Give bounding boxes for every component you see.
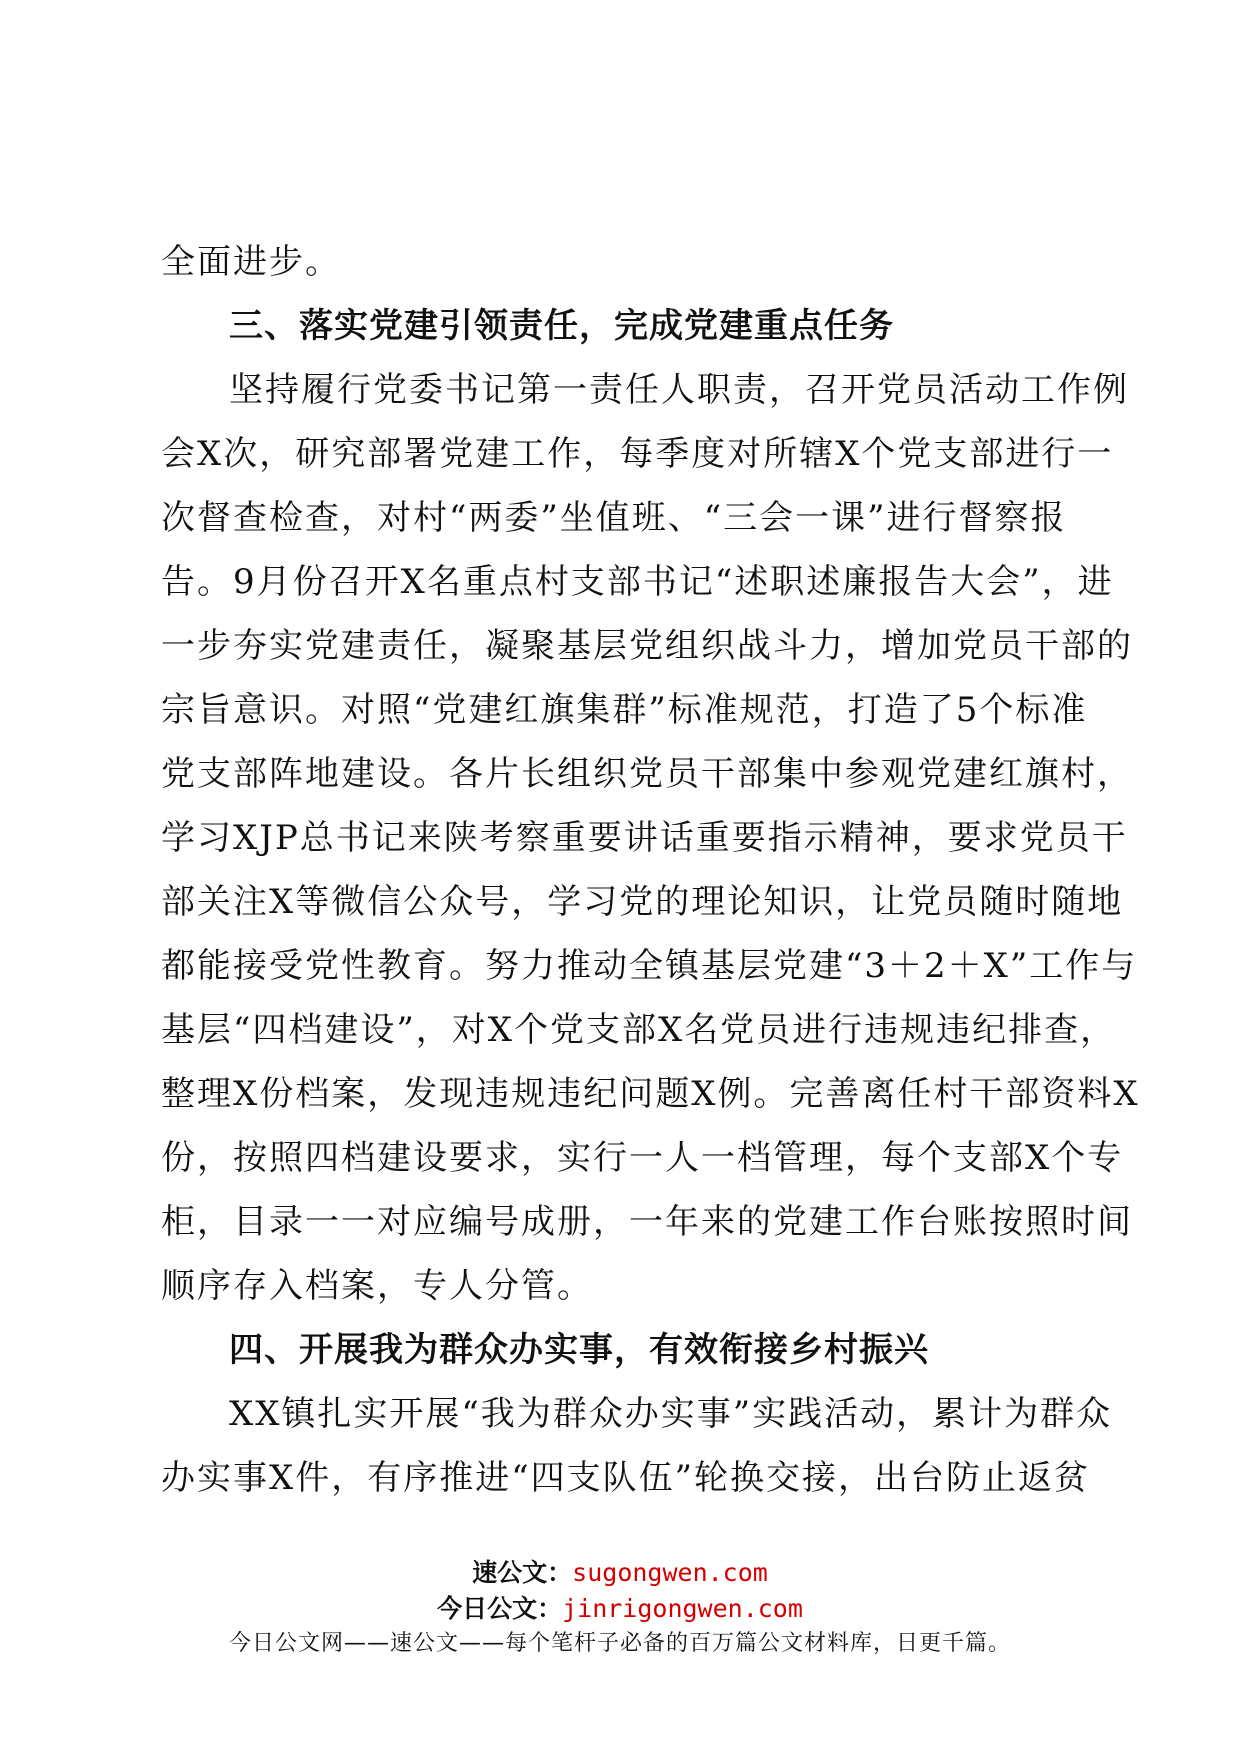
body-line: 柜，目录一一对应编号成册，一年来的党建工作台账按照时间 <box>161 1202 1133 1242</box>
body-line: 都能接受党性教育。努力推动全镇基层党建“3＋2＋X”工作与 <box>161 946 1138 986</box>
section-heading-3: 三、落实党建引领责任，完成党建重点任务 <box>229 306 894 346</box>
footer-link-1[interactable]: sugongwen.com <box>572 1558 768 1587</box>
body-line: 全面进步。 <box>161 242 341 282</box>
paragraph-start: XX镇扎实开展“我为群众办实事”实践活动，累计为群众 <box>229 1394 1113 1434</box>
body-line: 顺序存入档案，专人分管。 <box>161 1266 593 1306</box>
body-line: 次督查检查，对村“两委”坐值班、“三会一课”进行督察报 <box>161 498 1067 538</box>
body-line: 学习XJP总书记来陕考察重要讲话重要指示精神，要求党员干 <box>161 818 1128 858</box>
body-line: 部关注X等微信公众号，学习党的理论知识，让党员随时随地 <box>161 882 1124 922</box>
footer-line-2 <box>0 1589 1240 1625</box>
footer-line-1 <box>0 1553 1240 1589</box>
body-line: 会X次，研究部署党建工作，每季度对所辖X个党支部进行一 <box>161 434 1114 474</box>
body-line: 份，按照四档建设要求，实行一人一档管理，每个支部X个专 <box>161 1138 1124 1178</box>
footer-label-1: 速公文： <box>472 1558 573 1587</box>
body-line: 宗旨意识。对照“党建红旗集群”标准规范，打造了5个标准 <box>161 690 1088 730</box>
footer-tagline: 今日公文网——速公文——每个笔杆子必备的百万篇公文材料库，日更千篇。 <box>228 1631 1011 1656</box>
footer-label-2: 今日公文： <box>437 1594 563 1623</box>
paragraph-start: 坚持履行党委书记第一责任人职责，召开党员活动工作例 <box>229 370 1129 410</box>
footer-link-2[interactable]: jinrigongwen.com <box>562 1594 803 1623</box>
body-line: 整理X份档案，发现违规违纪问题X例。完善离任村干部资料X <box>161 1074 1140 1114</box>
body-line: 告。9月份召开X名重点村支部书记“述职述廉报告大会”，进 <box>161 562 1114 602</box>
section-heading-4: 四、开展我为群众办实事，有效衔接乡村振兴 <box>229 1330 929 1370</box>
body-line: 一步夯实党建责任，凝聚基层党组织战斗力，增加党员干部的 <box>161 626 1133 666</box>
body-line: 基层“四档建设”，对X个党支部X名党员进行违规违纪排查， <box>161 1010 1117 1050</box>
document-body <box>161 230 1140 1510</box>
body-line: 办实事X件，有序推进“四支队伍”轮换交接，出台防止返贫 <box>161 1458 1090 1498</box>
body-line: 党支部阵地建设。各片长组织党员干部集中参观党建红旗村， <box>161 754 1133 794</box>
